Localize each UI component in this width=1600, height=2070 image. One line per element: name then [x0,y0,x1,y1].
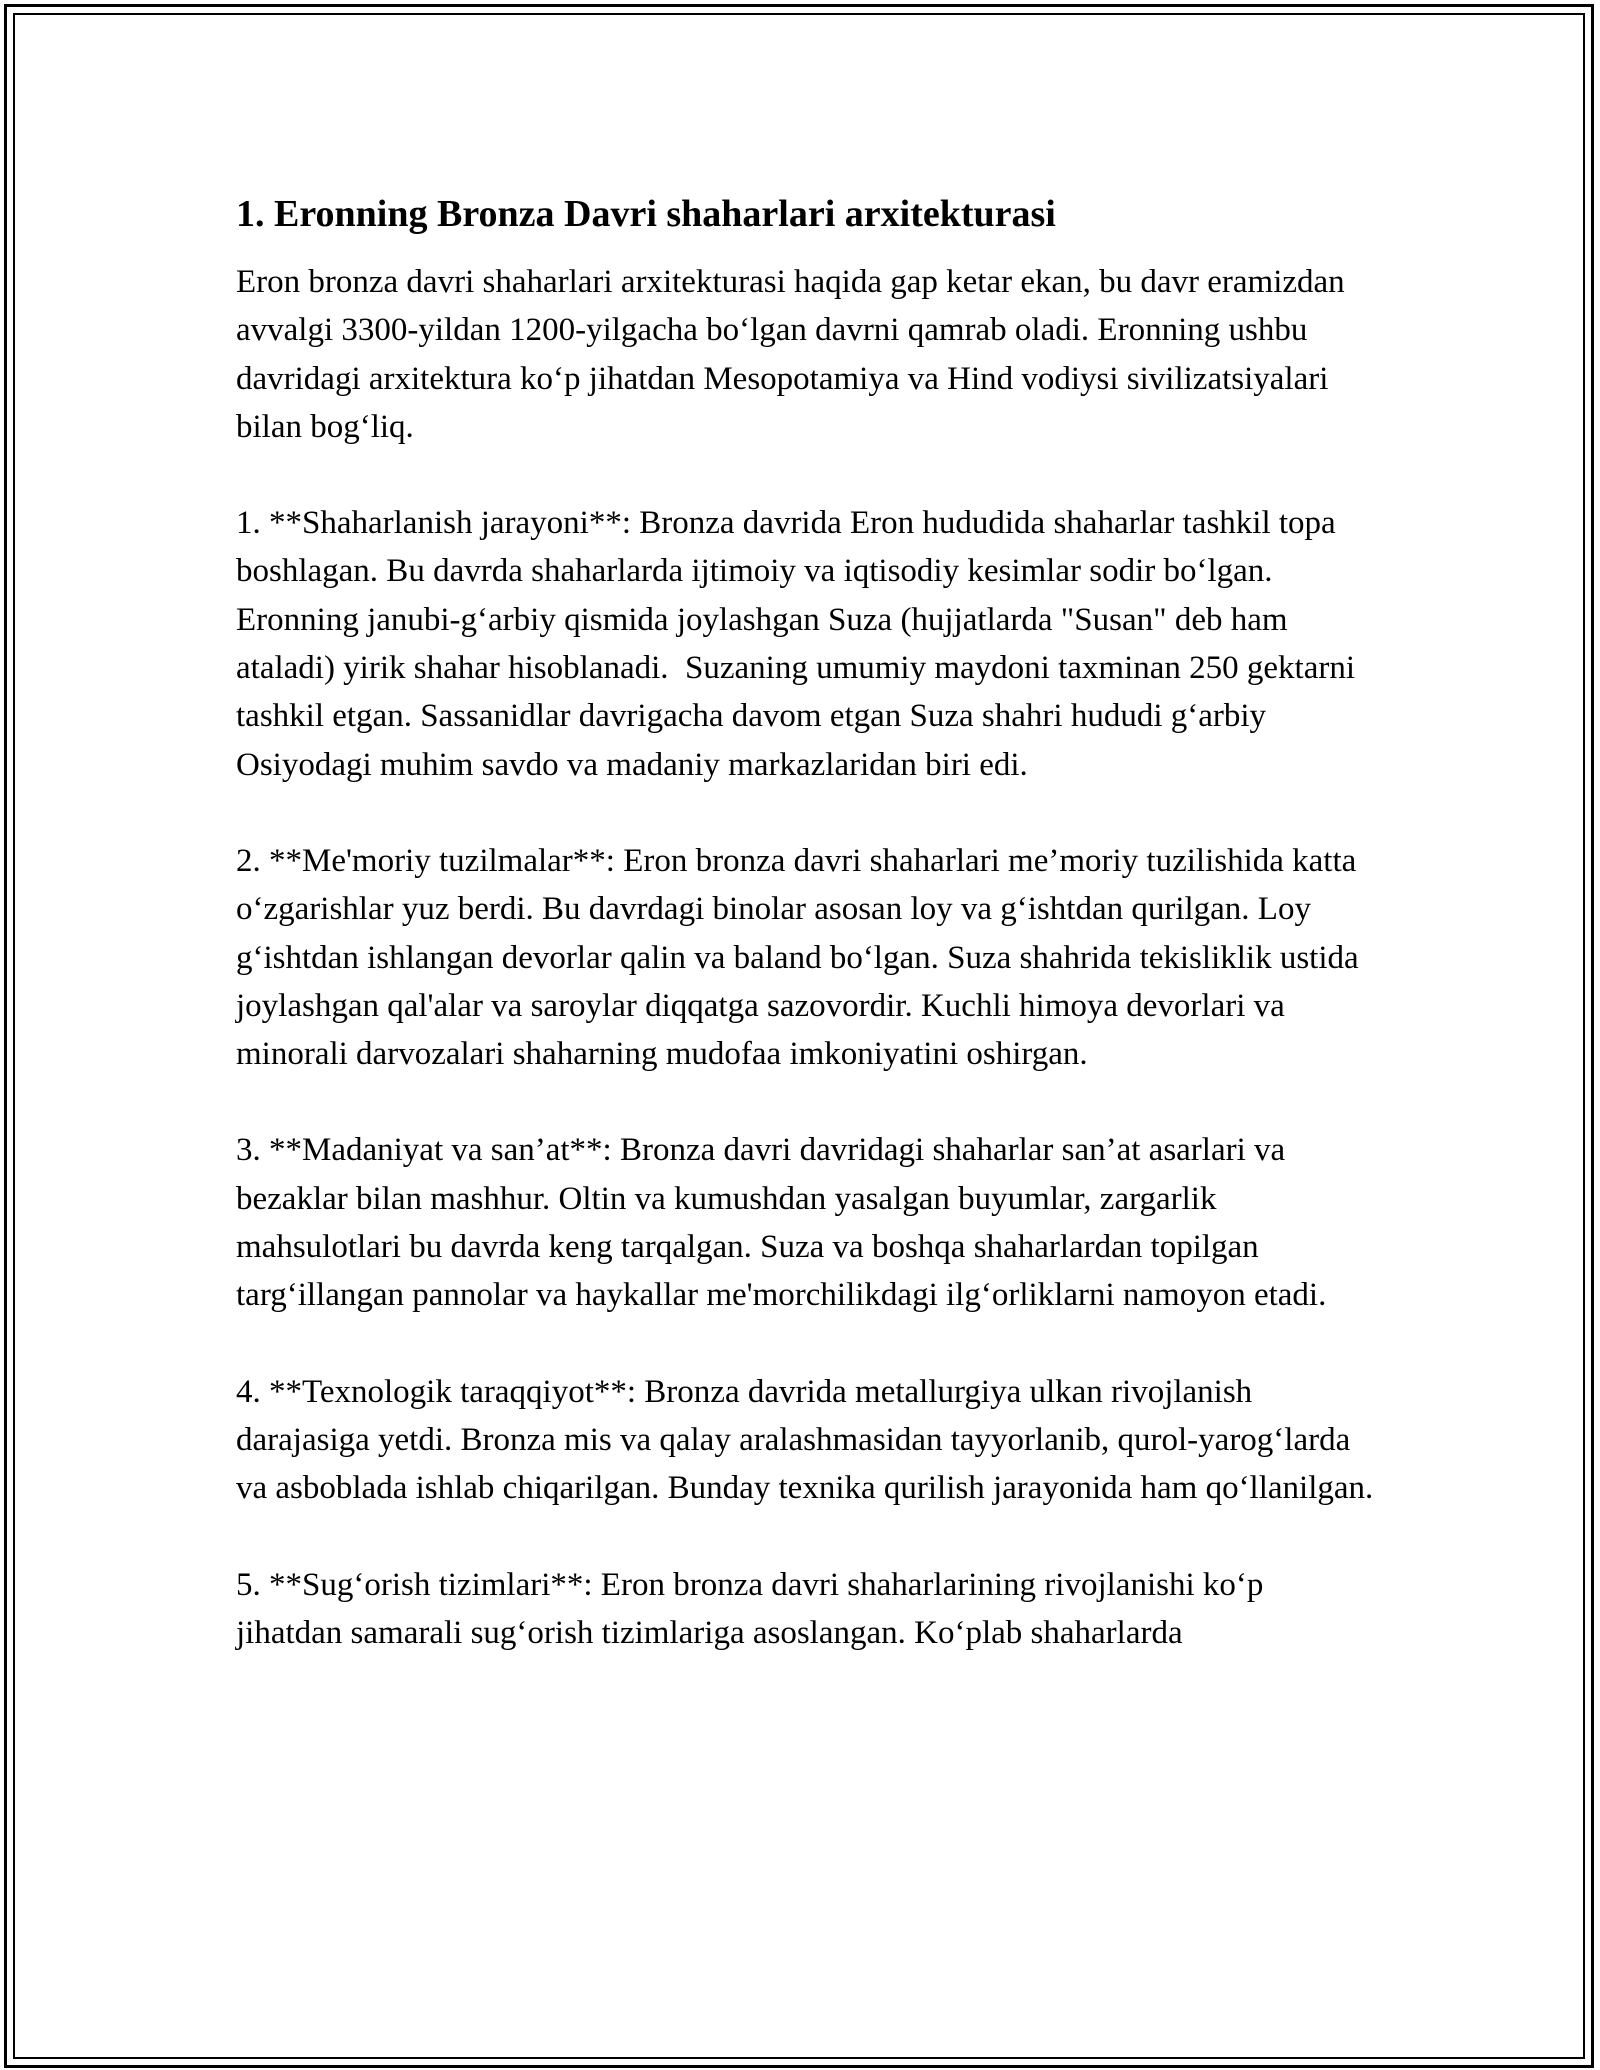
document-page [236,190,1376,1705]
paragraph-irrigation: 5. **Sug‘orish tizimlari**: Eron bronza davri shaharlarining rivojlanishi ko‘p jihatdan samarali sug‘orish tizimlariga asoslangan. Ko‘plab shaharlarda [236,1566,1272,1651]
paragraph-urbanization: 1. **Shaharlanish jarayoni**: Bronza davrida Eron hududida shaharlar tashkil topa boshlagan. Bu davrda shaharlarda ijtimoiy va iqtisodiy kesimlar sodir bo‘lgan. Eronning janubi-g‘arbiy qismida joylashgan Suza (hujjatlarda "Susan" deb ham ataladi) yirik shahar hisoblanadi. Suzaning umumiy maydoni taxminan 250 gektarni tashkil etgan. Sassanidlar davrigacha davom etgan Suza shahri hududi g‘arbiy Osiyodagi muhim savdo va madaniy markazlaridan biri edi. [236,505,1364,783]
paragraph-architectural-structures: 2. **Me'moriy tuzilmalar**: Eron bronza davri shaharlari me’moriy tuzilishida katta o‘zgarishlar yuz berdi. Bu davrdagi binolar asosan loy va g‘ishtdan qurilgan. Loy g‘ishtdan ishlangan devorlar qalin va baland bo‘lgan. Suza shahrida tekisliklik ustida joylashgan qal'alar va saroylar diqqatga sazovordir. Kuchli himoya devorlari va minorali darvozalari shaharning mudofaa imkoniyatini oshirgan. [236,842,1367,1073]
document-title: 1. Eronning Bronza Davri shaharlari arxitekturasi [236,193,1056,235]
intro-paragraph: Eron bronza davri shaharlari arxitekturasi haqida gap ketar ekan, bu davr eramizdan avvalgi 3300-yildan 1200-yilgacha bo‘lgan davrni qamrab oladi. Eronning ushbu davridagi arxitektura ko‘p jihatdan Mesopotamiya va Hind vodiysi sivilizatsiyalari bilan bog‘liq. [236,264,1353,445]
paragraph-culture-art: 3. **Madaniyat va san’at**: Bronza davri davridagi shaharlar san’at asarlari va bezaklar bilan mashhur. Oltin va kumushdan yasalgan buyumlar, zargarlik mahsulotlari bu davrda keng tarqalgan. Suza va boshqa shaharlardan topilgan targ‘illangan pannolar va haykallar me'morchilikdagi ilg‘orliklarni namoyon etadi. [236,1132,1327,1314]
paragraph-technology: 4. **Texnologik taraqqiyot**: Bronza davrida metallurgiya ulkan rivojlanish darajasiga yetdi. Bronza mis va qalay aralashmasidan tayyorlanib, qurol-yarog‘larda va asboblada ishlab chiqarilgan. Bunday texnika qurilish jarayonida ham qo‘llanilgan. [236,1373,1374,1507]
